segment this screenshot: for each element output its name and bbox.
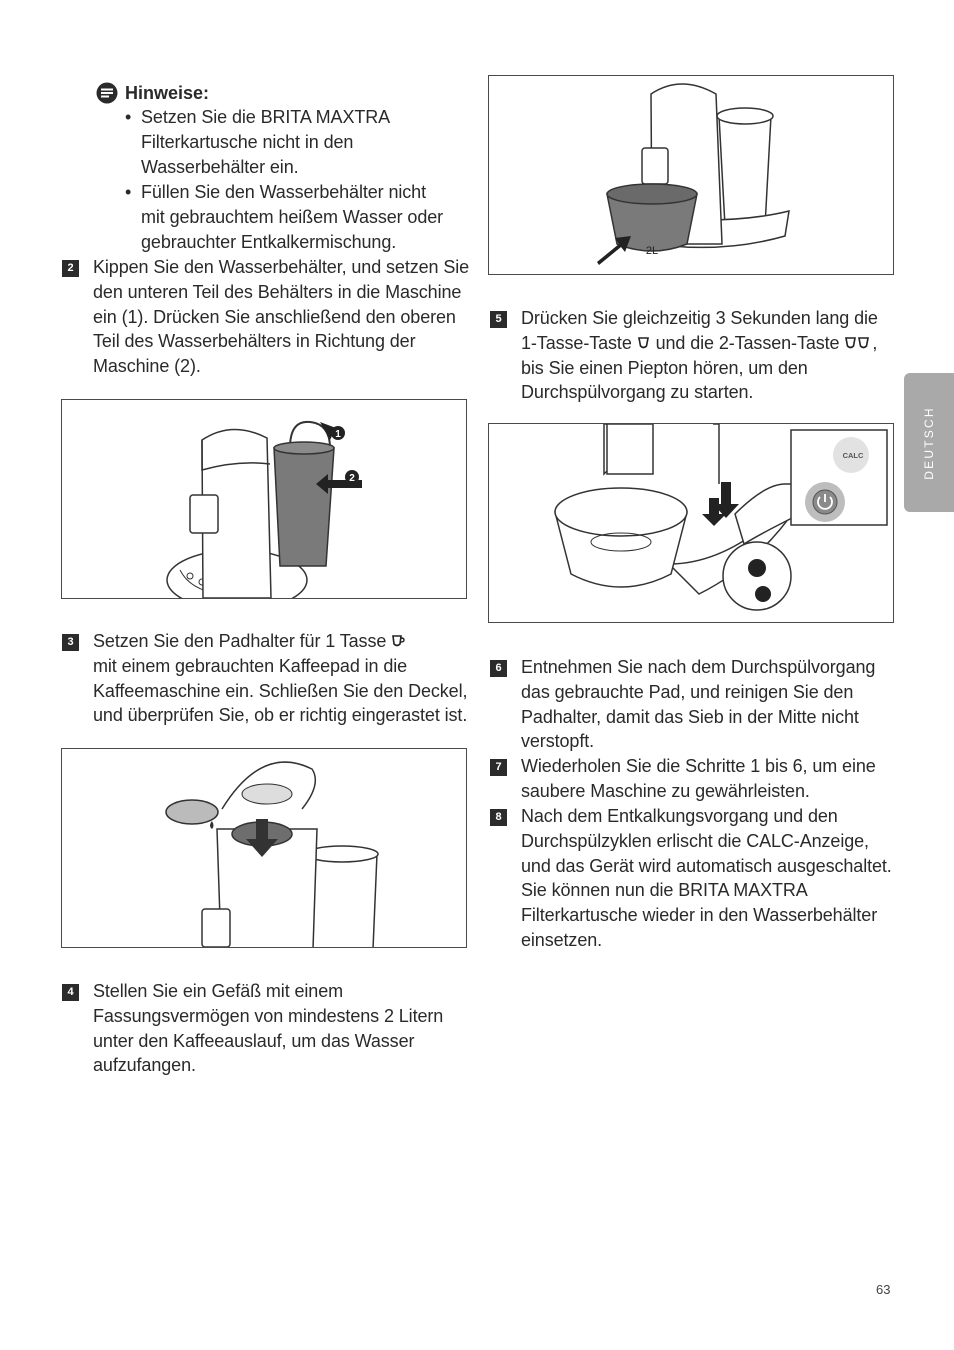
figure-water-tank (61, 399, 467, 599)
note-bullet-1: Setzen Sie die BRITA MAXTRA Filterkartusche nicht in den Wasserbehälter ein. (141, 107, 391, 177)
fig-label-1: 1 (335, 429, 341, 440)
step-4-text: Stellen Sie ein Gefäß mit einem Fassungsvermögen von mindestens 2 Litern unter den Kaffeeauslauf, um das Wasser aufzufangen. (93, 981, 444, 1076)
step-number-4: 4 (62, 984, 79, 1001)
one-cup-icon (391, 634, 405, 648)
fig-label-2: 2 (349, 473, 355, 484)
step-3-text: Setzen Sie den Padhalter für 1 Tasse mit einem gebrauchten Kaffeepad in die Kaffeemaschine ein. Schließen Sie den Deckel, und überprüfen Sie, ob er richtig eingerastet ist. (93, 631, 468, 726)
page-number: 63 (876, 1282, 891, 1297)
step-6-text: Entnehmen Sie nach dem Durchspülvorgang das gebrauchte Pad, und reinigen Sie den Padhalter, damit das Sieb in der Mitte nicht verstopft. (521, 657, 876, 752)
step-number-2: 2 (62, 260, 79, 277)
step-8-text: Nach dem Entkalkungsvorgang und den Durchspülzyklen erlischt die CALC-Anzeige, und das Gerät wird automatisch ausgeschaltet. Sie können nun die BRITA MAXTRA Filterkartusche wieder in den Wasserbehälter einsetzen. (521, 806, 892, 950)
fig-container-label: 2L (645, 245, 659, 257)
step-2-text: Kippen Sie den Wasserbehälter, und setzen Sie den unteren Teil des Behälters in die Maschine ein (1). Drücken Sie anschließend den oberen Teil des Wasserbehälters in Richtung der Maschine (2). (93, 257, 470, 377)
step-7-text: Wiederholen Sie die Schritte 1 bis 6, um eine saubere Maschine zu gewährleisten. (521, 756, 876, 801)
figure-container (488, 75, 894, 275)
step-number-8: 8 (490, 809, 507, 826)
language-side-tab (904, 373, 954, 512)
bullet-glyph: • (125, 182, 132, 202)
language-label: DEUTSCH (922, 406, 936, 480)
bullet-glyph: • (125, 107, 132, 127)
figure-buttons (488, 423, 894, 623)
note-bullet-2: Füllen Sie den Wasserbehälter nicht mit gebrauchtem heißem Wasser oder gebrauchter Entkalkermischung. (141, 182, 444, 252)
step-number-5: 5 (490, 311, 507, 328)
fig-button-label: CALC (842, 451, 864, 460)
step-number-6: 6 (490, 660, 507, 677)
figure-pad-holder (61, 748, 467, 948)
two-cup-icon (844, 336, 872, 350)
step-5-text: Drücken Sie gleichzeitig 3 Sekunden lang die 1-Tasse-Taste und die 2-Tassen-Taste , bis Sie einen Piepton hören, um den Durchspülvorgang zu starten. (521, 308, 878, 403)
step-number-7: 7 (490, 759, 507, 776)
note-icon (96, 82, 118, 104)
one-cup-icon (637, 336, 651, 350)
note-title: Hinweise: (125, 83, 210, 103)
step-number-3: 3 (62, 634, 79, 651)
